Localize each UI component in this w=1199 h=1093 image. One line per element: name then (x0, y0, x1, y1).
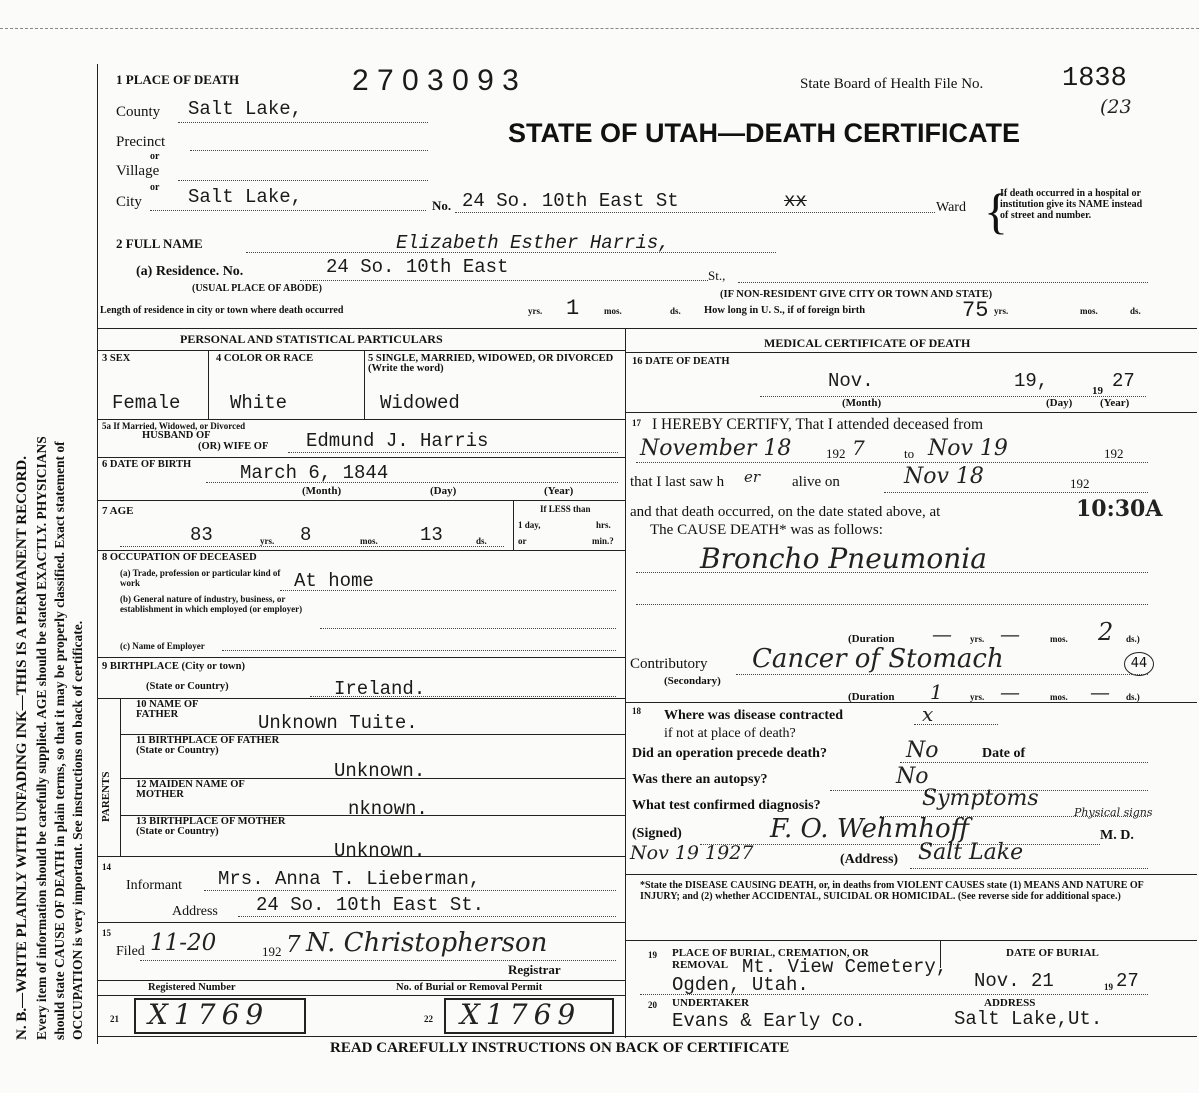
or-label: or (150, 182, 160, 193)
father-value: Unknown Tuite. (258, 712, 418, 734)
file-number: 1838 (1062, 64, 1127, 94)
mother-value: nknown. (348, 798, 428, 820)
signature-date: Nov 19 1927 (630, 842, 754, 864)
duration-years: — (932, 622, 952, 646)
cause-footnote: *State the DISEASE CAUSING DEATH, or, in deaths from VIOLENT CAUSES state (1) MEANS AND NATURE OF INJURY; and (2) whether ACCIDENTAL, SUICIDAL OR HOMICIDAL. (See reverse side for additional space.) (640, 880, 1144, 902)
birthplace-label: 9 BIRTHPLACE (City or town) (102, 661, 245, 672)
duration-days: — (1090, 680, 1110, 704)
informant-number: 14 (102, 862, 111, 872)
contributory-label: Contributory (630, 656, 708, 672)
autopsy-label: Was there an autopsy? (632, 772, 768, 787)
physician-address-label: (Address) (840, 852, 899, 867)
death-time: 10:30A (1076, 496, 1163, 522)
filed-year-prefix: 192 (262, 944, 282, 959)
struck-text: xx (784, 190, 807, 212)
filed-year: 7 (286, 932, 301, 958)
less-than-label: If LESS than (540, 504, 591, 514)
certify-number: 17 (632, 418, 641, 428)
dob-year-label: (Year) (544, 485, 574, 497)
duration-months-label: mos. (1050, 634, 1068, 644)
last-saw-label: that I last saw h (630, 474, 725, 490)
registered-number-value: X1769 (148, 998, 270, 1031)
undertaker-address-label: ADDRESS (984, 997, 1036, 1009)
death-month: Nov. (828, 370, 874, 392)
footer-instructions: READ CAREFULLY INSTRUCTIONS ON BACK OF CERTIFICATE (330, 1040, 790, 1056)
alive-on-label: alive on (792, 474, 840, 490)
occupation-a-label: (a) Trade, profession or particular kind of work (120, 568, 281, 588)
duration-label: (Duration (848, 633, 895, 645)
street-value: 24 So. 10th East St (462, 190, 679, 212)
burial-place-label: PLACE OF BURIAL, CREMATION, OR (672, 947, 869, 959)
death-day-label: (Day) (1046, 397, 1073, 409)
removal-label: REMOVAL (672, 959, 729, 971)
filed-date: 11-20 (150, 930, 217, 956)
death-day: 19, (1014, 370, 1049, 392)
secondary-label: (Secondary) (664, 675, 721, 687)
ward-note: If death occurred in a hospital or institution give its NAME instead of street and number. (1000, 188, 1143, 221)
year-prefix: 192 (826, 446, 846, 461)
occupation-label: 8 OCCUPATION OF DECEASED (102, 552, 257, 563)
or-label: or (150, 151, 160, 162)
diagnosis-test-value: Symptoms (922, 786, 1039, 811)
color-label: 4 COLOR OR RACE (216, 353, 314, 364)
duration-days: 2 (1098, 618, 1114, 646)
marital-label: 5 SINGLE, MARRIED, WIDOWED, OR DIVORCED (Write the word) (368, 353, 614, 374)
years-label: yrs. (528, 306, 543, 316)
us-residence-years: 75 (962, 298, 989, 323)
burial-place-line2: Ogden, Utah. (672, 974, 809, 996)
where-contracted-label: Where was disease contracted (664, 708, 843, 723)
county-value: Salt Lake, (188, 98, 303, 120)
wife-label: (OR) WIFE OF (198, 441, 269, 452)
residence-value: 24 So. 10th East (326, 256, 509, 278)
county-label: County (116, 104, 161, 120)
where-contracted-sub: if not at place of death? (664, 726, 796, 741)
burial-date: Nov. 21 (974, 970, 1054, 992)
duration-days-label: ds.) (1126, 634, 1140, 644)
informant-address-value: 24 So. 10th East St. (256, 894, 485, 916)
death-time-label: and that death occurred, on the date stated above, at (630, 504, 941, 520)
age-days: 13 (420, 524, 443, 546)
year-prefix: 192 (1070, 476, 1090, 491)
date-of-death-label: 16 DATE OF DEATH (632, 356, 730, 367)
file-number-label: State Board of Health File No. (800, 76, 984, 92)
burial-date-label: DATE OF BURIAL (1006, 947, 1099, 959)
mother-birthplace-value: Unknown. (334, 840, 426, 862)
duration-years-label: yrs. (970, 634, 985, 644)
attended-to: Nov 19 (928, 436, 1008, 461)
us-residence-label: How long in U. S., if of foreign birth (704, 305, 866, 316)
registered-number-label: Registered Number (148, 982, 236, 993)
year-prefix: 192 (1104, 446, 1124, 461)
personal-heading: PERSONAL AND STATISTICAL PARTICULARS (180, 332, 443, 346)
registered-number-index: 21 (110, 1014, 119, 1024)
cause-of-death: Broncho Pneumonia (700, 542, 987, 575)
mother-label: 12 MAIDEN NAME OF MOTHER (136, 779, 245, 800)
certify-text: I HEREBY CERTIFY, That I attended deceased from (652, 416, 984, 433)
burial-permit-value: X1769 (460, 998, 582, 1031)
contributory-cause: Cancer of Stomach (752, 644, 1004, 674)
burial-permit-label: No. of Burial or Removal Permit (396, 982, 543, 993)
spouse-label: 5a If Married, Widowed, or Divorced (102, 421, 246, 431)
spouse-value: Edmund J. Harris (306, 430, 489, 452)
operation-value: No (906, 738, 939, 763)
certificate-number: 2 7 0 3 0 9 3 (352, 64, 519, 97)
dob-day-label: (Day) (430, 485, 457, 497)
death-year-label: (Year) (1100, 397, 1130, 409)
registrar-signature: N. Christopherson (306, 928, 548, 958)
mother-birthplace-label: 13 BIRTHPLACE OF MOTHER (State or Country) (136, 816, 286, 837)
undertaker-label: UNDERTAKER (672, 997, 750, 1009)
question-19-number: 19 (648, 950, 657, 960)
burial-year-prefix: 19 (1104, 982, 1113, 992)
city-value: Salt Lake, (188, 186, 303, 208)
us-years-label: yrs. (994, 306, 1009, 316)
cause-of-death-label: The CAUSE DEATH* was as follows: (650, 522, 883, 538)
duration-years-label: yrs. (970, 692, 985, 702)
md-label: M. D. (1100, 828, 1134, 843)
place-of-death-label: 1 PLACE OF DEATH (116, 72, 240, 87)
age-label: 7 AGE (102, 505, 134, 517)
husband-label: HUSBAND OF (142, 430, 211, 441)
operation-date-label: Date of (982, 746, 1026, 761)
informant-address-label: Address (172, 904, 218, 919)
precinct-label: Precinct (116, 134, 166, 150)
duration-months-label: mos. (1050, 692, 1068, 702)
informant-value: Mrs. Anna T. Lieberman, (218, 868, 481, 890)
diagnosis-test-note: Physical signs (1074, 806, 1153, 819)
physician-address: Salt Lake (918, 840, 1024, 865)
death-month-label: (Month) (842, 397, 882, 409)
age-months-label: mos. (360, 536, 378, 546)
dob-month-label: (Month) (302, 485, 342, 497)
father-birthplace-label: 11 BIRTHPLACE OF FATHER (State or Country) (136, 735, 280, 756)
color-value: White (230, 392, 288, 414)
to-label: to (904, 446, 915, 461)
birth-state-label: (State or Country) (146, 681, 229, 692)
residence-months: 1 (566, 296, 580, 321)
operation-label: Did an operation precede death? (632, 746, 827, 761)
filed-label: Filed (116, 944, 145, 959)
file-mark: (23 (1100, 96, 1132, 118)
physician-signature: F. O. Wehmhoff (770, 814, 970, 844)
months-label: mos. (604, 306, 622, 316)
certificate-title: STATE OF UTAH—DEATH CERTIFICATE (508, 118, 1020, 148)
or-label: or (518, 536, 527, 546)
abode-note: (USUAL PLACE OF ABODE) (192, 283, 322, 294)
dob-value: March 6, 1844 (240, 462, 389, 484)
age-days-label: ds. (476, 536, 487, 546)
street-label: St., (708, 268, 726, 283)
informant-label: Informant (126, 878, 182, 893)
age-years-label: yrs. (260, 536, 275, 546)
father-label: 10 NAME OF FATHER (136, 699, 199, 720)
birthplace-value: Ireland. (334, 678, 426, 700)
residence-length-label: Length of residence in city or town where death occurred (100, 305, 344, 316)
where-contracted-value: x (922, 702, 934, 726)
father-birthplace-value: Unknown. (334, 760, 426, 782)
street-number-label: No. (432, 198, 452, 213)
us-months-label: mos. (1080, 306, 1098, 316)
full-name-value: Elizabeth Esther Harris, (396, 232, 670, 254)
question-18-number: 18 (632, 706, 641, 716)
duration-months: — (1000, 680, 1020, 704)
burial-permit-index: 22 (424, 1014, 433, 1024)
autopsy-value: No (896, 764, 929, 789)
ward-label: Ward (936, 200, 966, 215)
undertaker-address-value: Salt Lake,Ut. (954, 1008, 1103, 1030)
side-note-line1: N. B.—WRITE PLAINLY WITH UNFADING INK—THIS IS A PERMANENT RECORD. (14, 456, 30, 1040)
side-note-line3: should state CAUSE OF DEATH in plain terms, so that it may be properly classified. Exact statement of (52, 441, 67, 1040)
side-note-line2: Every item of information should be carefully supplied. AGE should be stated EXACTLY. PHYSICIANS (34, 436, 49, 1040)
age-months: 8 (300, 524, 312, 546)
us-days-label: ds. (1130, 306, 1141, 316)
employer-label: (c) Name of Employer (120, 641, 205, 651)
occupation-value: At home (294, 570, 374, 592)
medical-heading: MEDICAL CERTIFICATE OF DEATH (764, 336, 971, 350)
parents-label: PARENTS (100, 771, 112, 822)
signed-label: (Signed) (632, 826, 682, 841)
attended-from-year: 7 (852, 436, 865, 460)
city-label: City (116, 194, 142, 210)
days-label: ds. (670, 306, 681, 316)
diagnosis-test-label: What test confirmed diagnosis? (632, 798, 821, 813)
registrar-label: Registrar (508, 962, 561, 977)
hours-label: hrs. (596, 520, 611, 530)
full-name-label: 2 FULL NAME (116, 236, 203, 251)
contributory-code: 44 (1124, 652, 1154, 676)
one-day-label: 1 day, (518, 520, 541, 530)
question-20-number: 20 (648, 1000, 657, 1010)
minutes-label: min.? (592, 536, 614, 546)
undertaker-value: Evans & Early Co. (672, 1010, 866, 1032)
burial-year: 27 (1116, 970, 1139, 992)
side-note-line4: OCCUPATION is very important. See instructions on back of certificate. (70, 620, 85, 1040)
residence-label: (a) Residence. No. (136, 264, 244, 279)
nonresident-note: (IF NON-RESIDENT GIVE CITY OR TOWN AND STATE) (720, 289, 993, 300)
last-saw-pronoun: er (744, 468, 761, 486)
dob-label: 6 DATE OF BIRTH (102, 459, 192, 470)
sex-label: 3 SEX (102, 353, 131, 364)
last-seen-date: Nov 18 (904, 464, 984, 489)
marital-value: Widowed (380, 392, 460, 414)
age-years: 83 (190, 524, 213, 546)
duration-months: — (1000, 622, 1020, 646)
duration-label: (Duration (848, 691, 895, 703)
death-year: 27 (1112, 370, 1135, 392)
burial-place-line1: Mt. View Cemetery, (742, 956, 948, 978)
duration-days-label: ds.) (1126, 692, 1140, 702)
village-label: Village (116, 163, 160, 179)
occupation-b-label: (b) General nature of industry, business, or establishment in which employed (or employer) (120, 594, 303, 614)
filed-number: 15 (102, 928, 111, 938)
duration-years: 1 (930, 680, 943, 704)
death-year-prefix: 19 (1092, 385, 1103, 397)
attended-from: November 18 (640, 436, 792, 461)
sex-value: Female (112, 392, 181, 414)
